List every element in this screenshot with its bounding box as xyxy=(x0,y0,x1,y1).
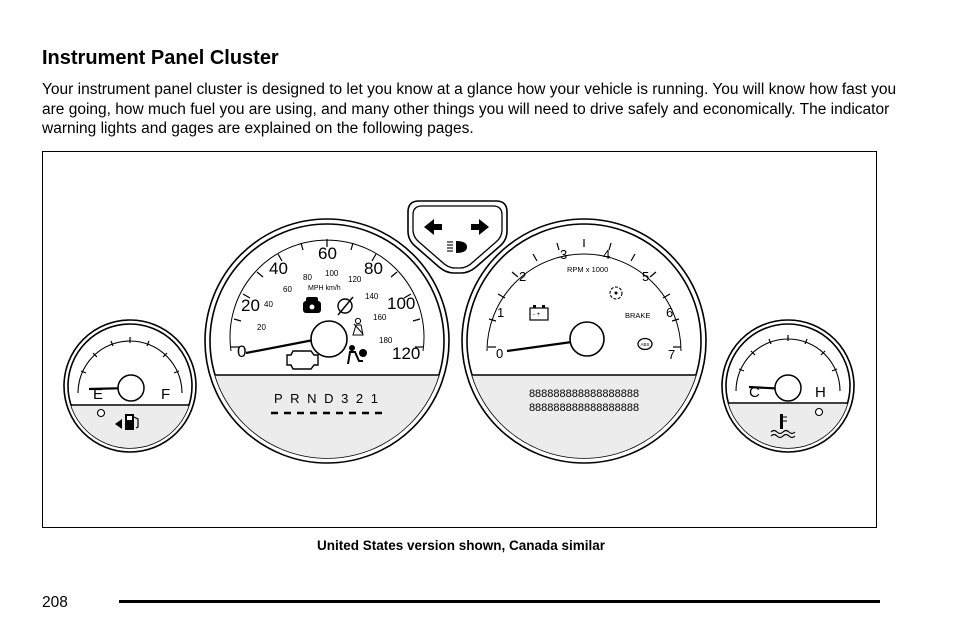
mph-120: 120 xyxy=(392,344,421,363)
mph-80: 80 xyxy=(364,259,383,278)
rpm-hub xyxy=(570,322,604,356)
mph-100: 100 xyxy=(387,294,416,313)
kmh-160: 160 xyxy=(373,313,387,322)
speed-hub xyxy=(311,321,347,357)
rpm-units-label: RPM x 1000 xyxy=(567,265,609,274)
page-title: Instrument Panel Cluster xyxy=(42,47,279,69)
kmh-80: 80 xyxy=(303,273,312,282)
kmh-100: 100 xyxy=(325,269,339,278)
turn-signal-pod xyxy=(408,201,507,273)
mph-20: 20 xyxy=(241,296,260,315)
temp-cold-label: C xyxy=(749,384,760,401)
fuel-indicator-lamp xyxy=(98,410,105,417)
odometer-display xyxy=(509,385,659,414)
svg-text:- +: - + xyxy=(533,312,541,318)
temp-gauge xyxy=(719,320,859,464)
mph-40: 40 xyxy=(269,259,288,278)
kmh-140: 140 xyxy=(365,292,379,301)
instrument-cluster-figure xyxy=(42,151,877,528)
tachometer xyxy=(461,219,721,475)
temp-hot-label: H xyxy=(815,384,826,401)
mph-0: 0 xyxy=(237,342,247,361)
mph-60: 60 xyxy=(318,244,337,263)
page-number: 208 xyxy=(42,594,68,611)
svg-text:ABS: ABS xyxy=(640,342,650,347)
speedometer xyxy=(201,219,461,475)
brake-label: BRAKE xyxy=(625,311,651,320)
rpm-2: 2 xyxy=(519,269,527,284)
rpm-0: 0 xyxy=(496,346,504,361)
odometer-line-2: 888888888888888888 xyxy=(528,402,640,414)
rpm-3: 3 xyxy=(560,247,568,262)
fuel-full-label: F xyxy=(161,386,171,403)
cluster-illustration xyxy=(43,152,878,529)
kmh-40: 40 xyxy=(264,300,273,309)
kmh-120: 120 xyxy=(348,275,362,284)
rpm-5: 5 xyxy=(642,269,650,284)
odometer-line-1: 888888888888888888 xyxy=(528,388,640,400)
kmh-20: 20 xyxy=(257,323,266,332)
rpm-4: 4 xyxy=(603,247,611,262)
rpm-6: 6 xyxy=(666,305,674,320)
footer-rule xyxy=(119,600,880,603)
rpm-1: 1 xyxy=(497,305,505,320)
kmh-180: 180 xyxy=(379,336,393,345)
temp-indicator-lamp xyxy=(816,409,823,416)
prndl-indicator: P R N D 3 2 1 xyxy=(274,391,380,406)
speed-units-label: MPH km/h xyxy=(308,285,341,292)
figure-caption: United States version shown, Canada similar xyxy=(316,538,606,553)
fuel-gauge xyxy=(61,320,201,466)
intro-paragraph: Your instrument panel cluster is designed to let you know at a glance how your vehicle is running. You will know how fast you are going, how much fuel you are using, and many other things you will need to drive safely and economically. The indicator warning lights and gages are explained on the following pages. xyxy=(42,81,897,137)
fuel-empty-label: E xyxy=(93,386,104,403)
kmh-60: 60 xyxy=(283,285,292,294)
rpm-7: 7 xyxy=(668,347,676,362)
